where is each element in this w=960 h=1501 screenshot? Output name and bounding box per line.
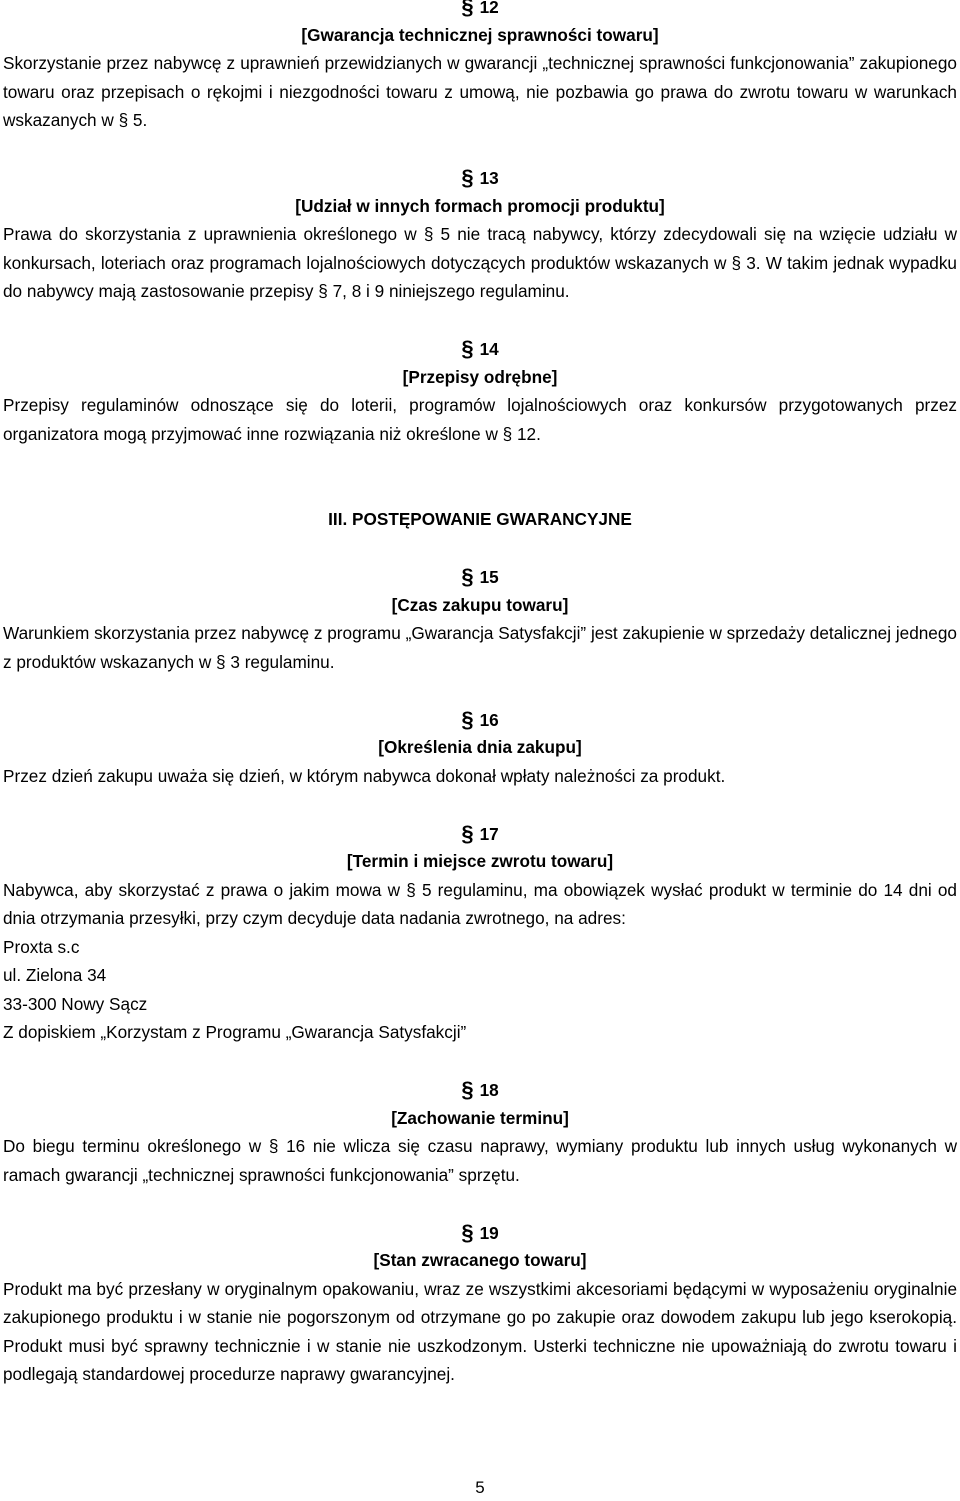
paragraph-symbol: §	[461, 706, 474, 732]
section-15	[3, 562, 957, 676]
section-number	[3, 334, 957, 363]
section-body	[3, 49, 957, 135]
section-paragraph: Do biegu terminu określonego w § 16 nie wlicza się czasu naprawy, wymiany produktu lub innych usług wykonanych w ramach gwarancji „technicznej sprawności funkcjonowania” sprzętu.	[3, 1136, 957, 1185]
address-line: Proxta s.c	[3, 936, 80, 957]
paragraph-symbol: §	[461, 0, 474, 19]
section-number-value: 12	[479, 0, 499, 17]
section-number	[3, 562, 957, 591]
address-note: Z dopiskiem „Korzystam z Programu „Gwarancja Satysfakcji”	[3, 1022, 467, 1042]
section-title: [Czas zakupu towaru]	[391, 594, 569, 615]
section-17	[3, 819, 957, 1047]
section-body	[3, 1275, 957, 1389]
section-paragraph: Prawa do skorzystania z uprawnienia określonego w § 5 nie tracą nabywcy, którzy zdecydowali się na wzięcie udziału w konkursach, loteriach oraz programach lojalnościowych dotyczących produktów wskazanych w § 3. W takim jednak wypadku do nabywcy mają zastosowanie przepisy § 7, 8 i 9 niniejszego regulaminu.	[3, 224, 957, 301]
section-19	[3, 1218, 957, 1389]
section-body	[3, 619, 957, 676]
page-number: 5	[475, 1478, 485, 1497]
section-number	[3, 163, 957, 192]
section-number	[3, 1218, 957, 1247]
section-title: [Przepisy odrębne]	[402, 366, 558, 387]
section-18	[3, 1075, 957, 1189]
section-body	[3, 876, 957, 1047]
section-title: [Udział w innych formach promocji produktu]	[295, 195, 665, 216]
section-body	[3, 762, 957, 791]
paragraph-symbol: §	[461, 336, 474, 361]
section-paragraph: Produkt ma być przesłany w oryginalnym opakowaniu, wraz ze wszystkimi akcesoriami będącymi w wyposażeniu oryginalnie zakupionego produktu i w stanie nie pogorszonym od otrzymane go po zakupie oraz dowodem zakupu lub jego kserokopią. Produkt musi być sprawny technicznie i w stanie nie uszkodzonym. Usterki techniczne nie upoważniają do zwrotu towaru i podlegają standardowej procedurze naprawy gwarancyjnej.	[3, 1278, 957, 1384]
section-number-value: 19	[479, 1222, 499, 1243]
section-number-value: 14	[479, 339, 499, 359]
section-number	[3, 705, 957, 734]
address-line: ul. Zielona 34	[3, 965, 107, 985]
section-body	[3, 1132, 957, 1189]
paragraph-symbol: §	[461, 1077, 474, 1102]
section-number	[3, 1075, 957, 1104]
address-line: 33-300 Nowy Sącz	[3, 993, 148, 1014]
section-13	[3, 163, 957, 306]
section-14	[3, 334, 957, 448]
section-12	[3, 0, 957, 135]
section-number	[3, 819, 957, 848]
section-number	[3, 0, 957, 21]
section-paragraph: Przepisy regulaminów odnoszące się do loterii, programów lojalnościowych oraz konkursów przygotowanych przez organizatora mogą przyjmować inne rozwiązania niż określone w § 12.	[3, 395, 957, 444]
paragraph-symbol: §	[461, 820, 474, 846]
paragraph-symbol: §	[461, 165, 474, 190]
section-paragraph: Skorzystanie przez nabywcę z uprawnień przewidzianych w gwarancji „technicznej sprawności funkcjonowania” zakupionego towaru oraz przepisach o rękojmi i niezgodności towaru z umową, nie pozbawia go prawa do zwrotu towaru w warunkach wskazanych w § 5.	[3, 53, 957, 130]
section-body	[3, 391, 957, 448]
section-title: [Określenia dnia zakupu]	[378, 737, 582, 757]
section-number-value: 15	[479, 567, 499, 587]
section-title: [Zachowanie terminu]	[391, 1107, 569, 1128]
chapter-title: III. POSTĘPOWANIE GWARANCYJNE	[328, 509, 632, 529]
section-number-value: 17	[479, 823, 499, 844]
section-title: [Termin i miejsce zwrotu towaru]	[346, 851, 614, 871]
section-paragraph: Nabywca, aby skorzystać z prawa o jakim mowa w § 5 regulaminu, ma obowiązek wysłać produkt w terminie do 14 dni od dnia otrzymania przesyłki, przy czym decyduje data nadania zwrotnego, na adres:	[3, 879, 957, 928]
paragraph-symbol: §	[461, 564, 474, 589]
section-number-value: 13	[479, 168, 499, 188]
paragraph-symbol: §	[461, 1219, 474, 1245]
section-number-value: 16	[479, 709, 499, 730]
section-16	[3, 705, 957, 791]
section-body	[3, 220, 957, 306]
section-number-value: 18	[479, 1080, 499, 1100]
section-paragraph: Warunkiem skorzystania przez nabywcę z programu „Gwarancja Satysfakcji” jest zakupienie w sprzedaży detalicznej jednego z produktów wskazanych w § 3 regulaminu.	[3, 623, 957, 672]
section-paragraph: Przez dzień zakupu uważa się dzień, w którym nabywca dokonał wpłaty należności za produkt.	[3, 765, 726, 786]
section-title: [Stan zwracanego towaru]	[373, 1250, 587, 1270]
section-title: [Gwarancja technicznej sprawności towaru]	[301, 24, 659, 45]
document-page	[3, 0, 957, 1389]
